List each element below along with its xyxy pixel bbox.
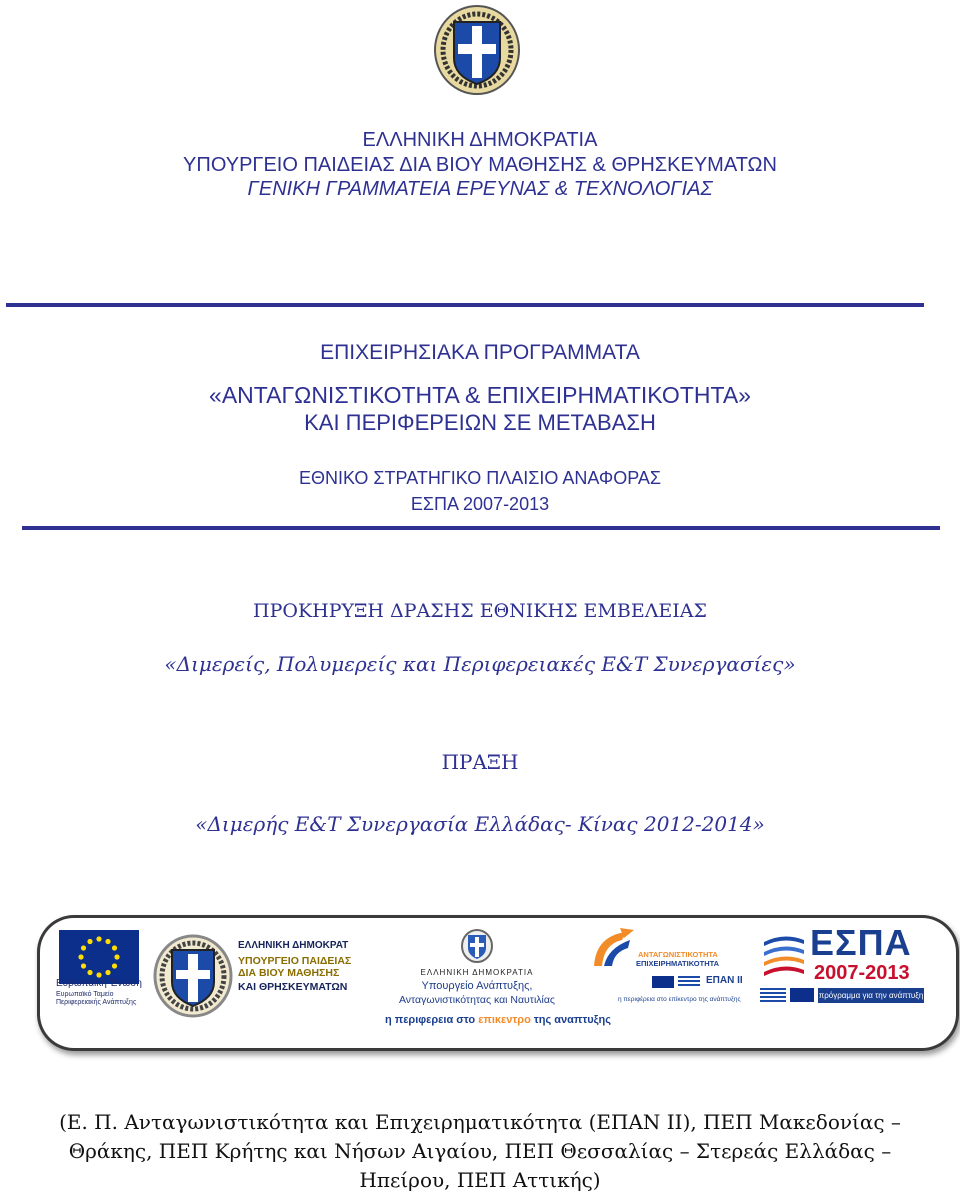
espa-bars-icon: [762, 932, 806, 978]
eu-fund-sub-label: Περιφερειακής Ανάπτυξης: [56, 999, 137, 1006]
ministry-emblem-icon: [152, 934, 234, 1018]
footer-line2: Θράκης, ΠΕΠ Κρήτης και Νήσων Αιγαίου, ΠΕΠ Θεσσαλίας – Στερεάς Ελλάδας –: [68, 1139, 892, 1163]
action-label: ΠΡΑΞΗ: [441, 750, 519, 774]
ministry-logo-line4: ΚΑΙ ΘΡΗΣΚΕΥΜΑΤΩΝ: [238, 981, 348, 993]
development-ministry-sub-label: Ανταγωνιστικότητας και Ναυτιλίας: [398, 994, 555, 1006]
banner-slogan-highlight: επικεντρο: [478, 1014, 531, 1026]
eu-label: Ευρωπαϊκή Ένωση: [56, 978, 142, 989]
bottom-divider: [22, 526, 940, 530]
ministry-logo-line2: ΥΠΟΥΡΓΕΙΟ ΠΑΙΔΕΙΑΣ: [238, 955, 352, 967]
development-ministry-label: Υπουργείο Ανάπτυξης,: [421, 980, 533, 992]
espa-greek-flag-icon: [760, 988, 786, 1002]
framework-title: ΕΘΝΙΚΟ ΣΤΡΑΤΗΓΙΚΟ ΠΛΑΙΣΙΟ ΑΝΑΦΟΡΑΣ: [298, 468, 662, 488]
banner-slogan: [40, 1014, 956, 1026]
announcement-subtitle: «Διμερείς, Πολυμερείς και Περιφερειακές Ε&Τ Συνεργασίες»: [164, 652, 796, 676]
espa-logo-title: ΕΣΠΑ: [810, 922, 912, 963]
header-line-secretariat: ΓΕΝΙΚΗ ΓΡΑΜΜΑΤΕΙΑ ΕΡΕΥΝΑΣ & ΤΕΧΝΟΛΟΓΙΑΣ: [247, 178, 713, 200]
header-line-ministry: ΥΠΟΥΡΓΕΙΟ ΠΑΙΔΕΙΑΣ ΔΙΑ ΒΙΟΥ ΜΑΘΗΣΗΣ & ΘΡΗΣΚΕΥΜΑΤΩΝ: [183, 154, 777, 176]
espa-tagline: πρόγραμμα για την ανάπτυξη: [818, 988, 924, 1003]
header-line-republic: ΕΛΛΗΝΙΚΗ ΔΗΜΟΚΡΑΤΙΑ: [362, 129, 598, 151]
banner-slogan-part3: της αναπτυξης: [530, 1014, 611, 1026]
development-ministry-emblem-icon: [460, 928, 494, 964]
espa-period: ΕΣΠΑ 2007-2013: [410, 494, 550, 514]
competitiveness-tagline: η περιφέρεια στο επίκεντρο της ανάπτυξης: [618, 996, 741, 1003]
funding-logos-banner: [40, 918, 956, 1048]
programme-regions: ΚΑΙ ΠΕΡΙΦΕΡΕΙΩΝ ΣΕ ΜΕΤΑΒΑΣΗ: [304, 410, 656, 435]
espa-eu-flag-icon: [790, 988, 814, 1002]
ministry-logo-text: [238, 940, 378, 1004]
announcement-title: ΠΡΟΚΗΡΥΞΗ ΔΡΑΣΗΣ ΕΘΝΙΚΗΣ ΕΜΒΕΛΕΙΑΣ: [253, 600, 707, 622]
competitiveness-epan-label: ΕΠΑΝ ΙΙ: [706, 975, 743, 986]
action-name: «Διμερής Ε&Τ Συνεργασία Ελλάδας- Κίνας 2012-2014»: [195, 812, 765, 836]
programmes-title: ΕΠΙΧΕΙΡΗΣΙΑΚΑ ΠΡΟΓΡΑΜΜΑΤΑ: [320, 341, 640, 364]
top-divider: [6, 303, 924, 307]
ministry-logo-line1: ΕΛΛΗΝΙΚΗ ΔΗΜΟΚΡΑΤ: [238, 940, 349, 951]
competitiveness-line1: ΑΝΤΑΓΩΝΙΣΤΙΚΟΤΗΤΑ: [638, 950, 718, 959]
espa-logo-years: 2007-2013: [814, 962, 910, 984]
eu-flag-icon: [59, 930, 139, 984]
development-republic-label: ΕΛΛΗΝΙΚΗ ΔΗΜΟΚΡΑΤΙΑ: [420, 968, 534, 977]
competitiveness-greek-flag-icon: [678, 976, 700, 988]
competitiveness-line2: ΕΠΙΧΕΙΡΗΜΑΤΙΚΟΤΗΤΑ: [636, 959, 720, 968]
competitiveness-eu-flag-icon: [652, 976, 674, 988]
greek-coat-of-arms: [432, 4, 522, 96]
programme-name: «ΑΝΤΑΓΩΝΙΣΤΙΚΟΤΗΤΑ & ΕΠΙΧΕΙΡΗΜΑΤΙΚΟΤΗΤΑ»: [209, 382, 751, 408]
banner-slogan-part1: η περιφερεια στο: [385, 1014, 479, 1026]
footer-line1: (Ε. Π. Ανταγωνιστικότητα και Επιχειρηματικότητα (ΕΠΑΝ ΙΙ), ΠΕΠ Μακεδονίας –: [59, 1110, 901, 1134]
eu-fund-label: Ευρωπαϊκό Ταμείο: [56, 991, 114, 998]
ministry-logo-line3: ΔΙΑ ΒΙΟΥ ΜΑΘΗΣΗΣ: [238, 967, 340, 979]
competitiveness-swoosh-icon: [590, 926, 640, 970]
eu-logo: [40, 918, 150, 1048]
footer-line3: Ηπείρου, ΠΕΠ Αττικής): [359, 1168, 601, 1192]
